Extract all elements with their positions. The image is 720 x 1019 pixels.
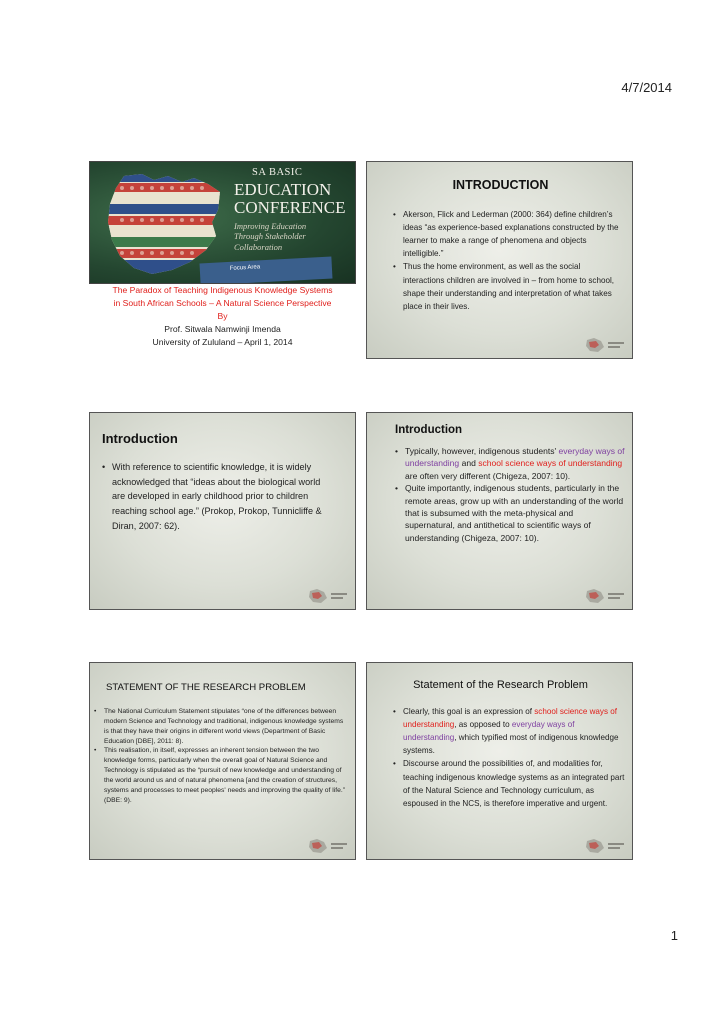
- bullet-item: [395, 445, 625, 482]
- slide-introduction-1: [366, 161, 633, 359]
- by-label: By: [217, 310, 228, 321]
- slide-introduction-3: [366, 412, 633, 610]
- highlight-school: school: [534, 707, 558, 716]
- conference-theme-2: Through Stakeholder: [234, 231, 306, 242]
- presentation-title-line-2: in South African Schools – A Natural Science Perspective: [113, 297, 332, 308]
- bullet-item: [393, 705, 627, 757]
- bullet-item: • The National Curriculum Statement stipulates “one of the differences between modern Science and Technology and traditional, indigenous knowledge systems is that they have their origins in different world views (Department of Basic Education [DBE], 2011: 8).: [94, 707, 346, 746]
- bullet-text: are often very different (Chigeza, 2007: 10).: [405, 470, 571, 481]
- slide-research-problem-1: [89, 662, 356, 860]
- bullet-list: [393, 705, 627, 810]
- bullet-item: • Akerson, Flick and Lederman (2000: 364) define children’s ideas “as experience-based explanations constructed by the learner to make a range of phenomena and objects intelligible.”: [393, 208, 623, 260]
- sa-map-logo-icon: [584, 337, 626, 353]
- sa-map-logo-icon: [584, 588, 626, 604]
- slide-title: Statement of the Research Problem: [413, 679, 588, 691]
- focus-area-tag: Focus Area: [200, 257, 333, 284]
- conference-theme-3: Collaboration: [234, 241, 283, 252]
- bullet-list: [94, 707, 346, 805]
- author-affiliation: University of Zululand – April 1, 2014: [152, 336, 293, 347]
- bullet-text: , which typified most of indigenous knowledge systems.: [403, 733, 619, 756]
- highlight-school-science: science ways of understanding: [403, 707, 618, 730]
- sa-map-logo-icon: [584, 838, 626, 854]
- south-africa-map-icon: [102, 170, 224, 278]
- conference-line-1: SA BASIC: [252, 167, 303, 178]
- bullet-item: • Discourse around the possibilities of, and modalities for, teaching indigenous knowledge systems as an integrated part of the Natural Science and Technology curriculum, as espoused in the NCS, is therefore imperative and urgent.: [393, 757, 627, 809]
- highlight-everyday: everyday ways of understanding: [405, 446, 625, 469]
- bullet-item: • Thus the home environment, as well as the social interactions children are involved in – from home to school, shape their understanding and interpretation of what takes place in their lives.: [393, 260, 623, 312]
- conference-logo-text: [234, 168, 354, 252]
- highlight-school: school: [478, 458, 503, 469]
- slide-title: [89, 161, 356, 359]
- bullet-item: • With reference to scientific knowledge, it is widely acknowledged that “ideas about the biological world are developed in early childhood prior to children reaching school age.” (Prokop, Prokop, Tunnicliffe & Diran, 2007: 62).: [102, 460, 330, 534]
- bullet-text: and: [461, 458, 476, 469]
- bullet-text: Typically, however, indigenous students': [405, 446, 557, 456]
- presentation-title-block: [89, 284, 356, 348]
- bullet-text: , as opposed to: [454, 720, 510, 730]
- presentation-title-line-1: The Paradox of Teaching Indigenous Knowledge Systems: [112, 285, 333, 295]
- page-number: 1: [670, 928, 678, 943]
- conference-theme: [234, 221, 354, 253]
- sa-map-logo-icon: [307, 588, 349, 604]
- author-name: Prof. Sitwala Namwinji Imenda: [164, 323, 281, 334]
- bullet-text: Clearly, this goal is an expression of: [403, 707, 532, 716]
- conference-line-3: CONFERENCE: [234, 197, 346, 217]
- sa-map-logo-icon: [307, 838, 349, 854]
- slide-title: INTRODUCTION: [452, 178, 549, 192]
- bullet-item: • Quite importantly, indigenous students, particularly in the remote areas, grow up with an understanding of the world that is subsumed with the meta-physical and supernatural, and antithetical to scientific ways of understanding (Chigeza, 2007: 10).: [395, 482, 625, 544]
- slide-research-problem-2: [366, 662, 633, 860]
- bullet-list: [102, 460, 330, 534]
- conference-line-2: EDUCATION: [234, 179, 332, 199]
- conference-theme-1: Improving Education: [234, 220, 307, 231]
- conference-banner: [89, 161, 356, 284]
- page-date: 4/7/2014: [621, 80, 672, 95]
- bullet-item: • This realisation, in itself, expresses an inherent tension between the two knowledge forms, particularly when the overall goal of Natural Science and Technology is stipulated as the “pursuit of new knowledge and understanding of the world around us and of natural phenomena [and the creation of structures, systems and processes to meet peoples' needs and improving the quality of life.” (DBE: 9).: [94, 746, 346, 805]
- slide-title: Introduction: [395, 424, 463, 436]
- bullet-list: [395, 445, 625, 544]
- highlight-school-science: science ways of understanding: [505, 458, 623, 469]
- slide-introduction-2: [89, 412, 356, 610]
- slide-title: Introduction: [102, 431, 178, 446]
- slide-title: STATEMENT OF THE RESEARCH PROBLEM: [106, 682, 306, 693]
- bullet-list: [393, 208, 623, 313]
- highlight-everyday: everyday ways of understanding: [403, 720, 575, 743]
